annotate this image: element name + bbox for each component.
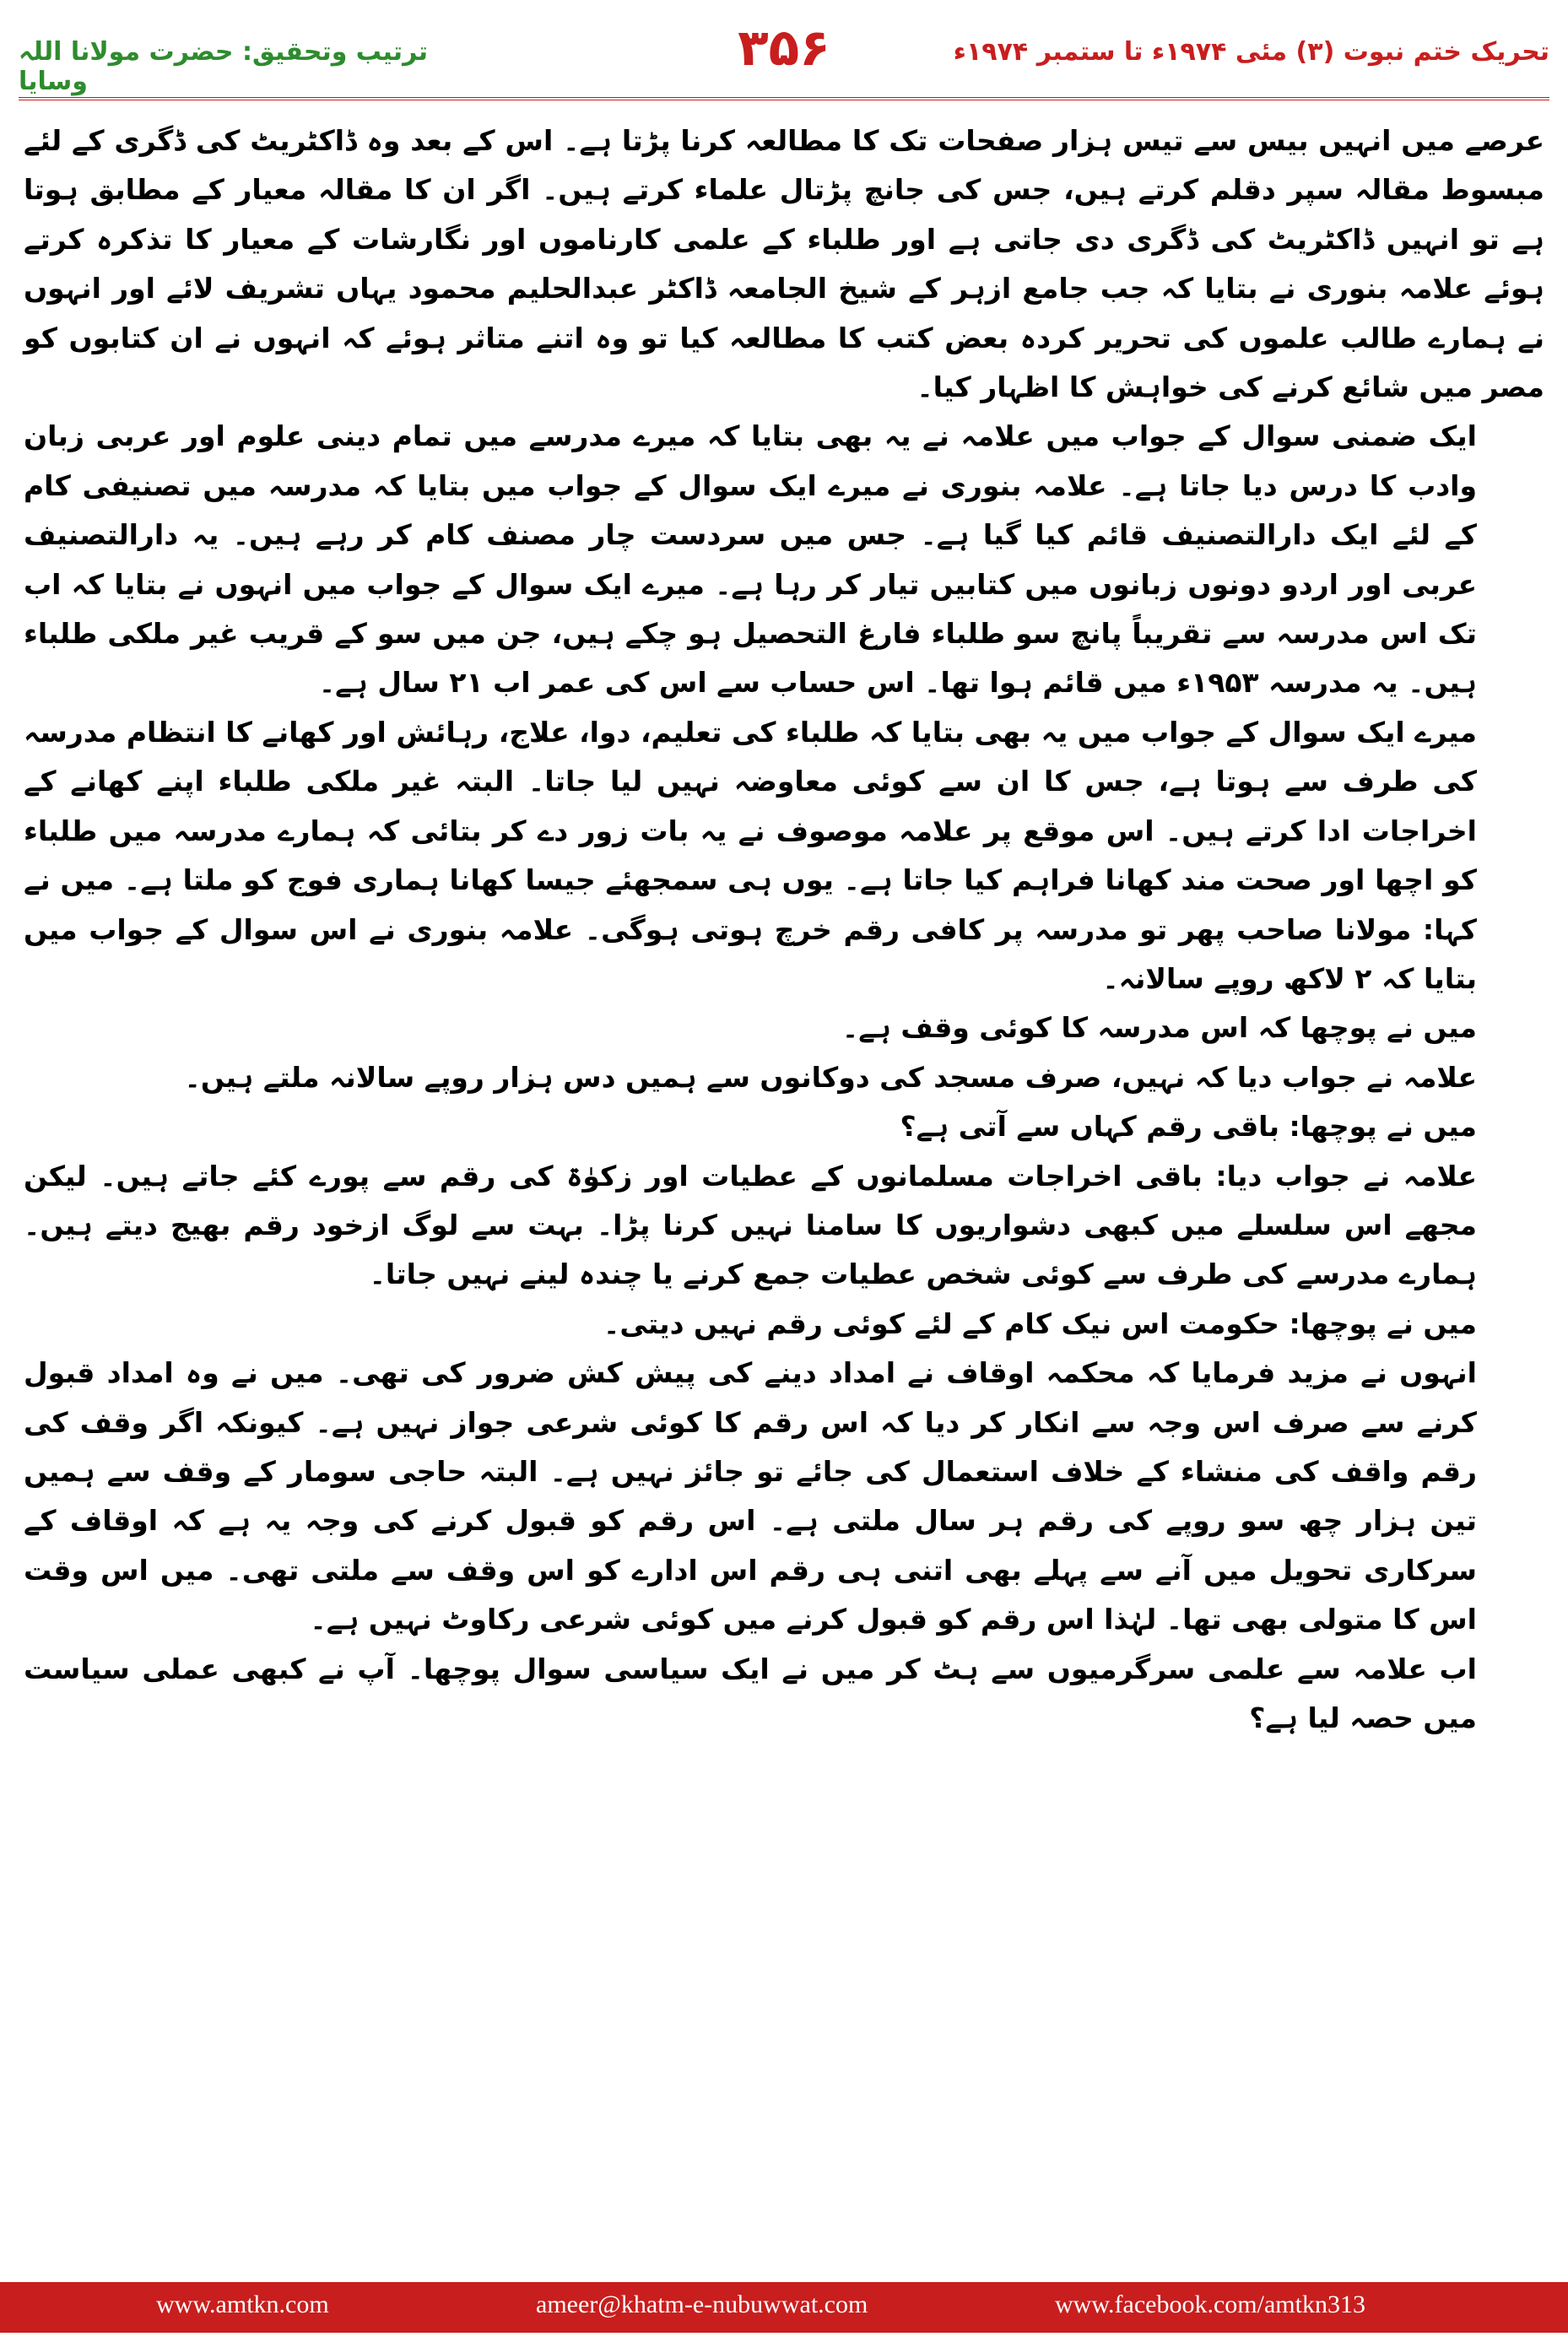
footer-email-link[interactable]: ameer@khatm-e-nubuwwat.com [536, 2291, 868, 2318]
header-compiler-credit: ترتیب وتحقیق: حضرت مولانا اللہ وسایا [19, 37, 428, 96]
header-divider [19, 97, 1549, 100]
page-body [24, 116, 1544, 2209]
paragraph-8: میں نے پوچھا: حکومت اس نیک کام کے لئے کوئی رقم نہیں دیتی۔ [603, 1306, 1477, 1340]
paragraph-10: اب علامہ سے علمی سرگرمیوں سے ہٹ کر میں نے ایک سیاسی سوال پوچھا۔ آپ نے کبھی عملی سیاست میں حصہ لیا ہے؟ [24, 1652, 1477, 1734]
paragraph-9: انہوں نے مزید فرمایا کہ محکمہ اوقاف نے امداد دینے کی پیش کش ضرور کی تھی۔ میں نے وہ امداد قبول کرنے سے صرف اس وجہ سے انکار کر دیا کہ اس رقم کا کوئی شرعی جواز نہیں ہے۔ کیونکہ اگر وقف کی رقم واقف کی منشاء کے خلاف استعمال کی جائے تو جائز نہیں ہے۔ البتہ حاجی سومار کے وقف سے ہمیں تین ہزار چھ سو روپے کی رقم ہر سال ملتی ہے۔ اس رقم کو قبول کرنے کی وجہ یہ ہے کہ اوقاف کے سرکاری تحویل میں آنے سے پہلے بھی اتنی ہی رقم اس ادارے کو اس وقف سے ملتی تھی۔ میں اس وقت اس کا متولی بھی تھا۔ لہٰذا اس رقم کو قبول کرنے میں کوئی شرعی رکاوٹ نہیں ہے۔ [24, 1356, 1477, 1636]
footer-website-link[interactable]: www.amtkn.com [156, 2291, 329, 2318]
page-footer [0, 2282, 1568, 2333]
footer-facebook-link[interactable]: www.facebook.com/amtkn313 [1055, 2291, 1365, 2318]
paragraph-2: ایک ضمنی سوال کے جواب میں علامہ نے یہ بھی بتایا کہ میرے مدرسے میں تمام دینی علوم اور عربی زبان وادب کا درس دیا جاتا ہے۔ علامہ بنوری نے میرے ایک سوال کے جواب میں بتایا کہ مدرسہ میں تصنیفی کام کے لئے ایک دارالتصنیف قائم کیا گیا ہے۔ جس میں سردست چار مصنف کام کر رہے ہیں۔ یہ دارالتصنیف عربی اور اردو دونوں زبانوں میں کتابیں تیار کر رہا ہے۔ میرے ایک سوال کے جواب میں انہوں نے بتایا کہ اب تک اس مدرسہ سے تقریباً پانچ سو طلباء فارغ التحصیل ہو چکے ہیں، جن میں سو کے قریب غیر ملکی طلباء ہیں۔ یہ مدرسہ ۱۹۵۳ء میں قائم ہوا تھا۔ اس حساب سے اس کی عمر اب ۲۱ سال ہے۔ [24, 419, 1477, 700]
paragraph-1: عرصے میں انہیں بیس سے تیس ہزار صفحات تک کا مطالعہ کرنا پڑتا ہے۔ اس کے بعد وہ ڈاکٹریٹ کی ڈگری کے لئے مبسوط مقالہ سپر دقلم کرتے ہیں، جس کی جانچ پڑتال علماء کرتے ہیں۔ اگر ان کا مقالہ معیار کے مطابق ہوتا ہے تو انہیں ڈاکٹریٹ کی ڈگری دی جاتی ہے اور طلباء کے علمی کارناموں اور نگارشات کے معیار کا تذکرہ کرتے ہوئے علامہ بنوری نے بتایا کہ جب جامع ازہر کے شیخ الجامعہ ڈاکٹر عبدالحلیم محمود یہاں تشریف لائے اور انہوں نے ہمارے طالب علموں کی تحریر کردہ بعض کتب کا مطالعہ کیا تو وہ اتنے متاثر ہوئے کہ انہوں نے ان کتابوں کو مصر میں شائع کرنے کی خواہش کا اظہار کیا۔ [24, 124, 1544, 404]
paragraph-5: علامہ نے جواب دیا کہ نہیں، صرف مسجد کی دوکانوں سے ہمیں دس ہزار روپے سالانہ ملتے ہیں۔ [184, 1060, 1477, 1094]
header-book-title: تحریک ختم نبوت (۳) مئی ۱۹۷۴ء تا ستمبر ۱۹۷۴ء [953, 37, 1549, 67]
paragraph-6: میں نے پوچھا: باقی رقم کہاں سے آتی ہے؟ [900, 1110, 1477, 1144]
paragraph-4: میں نے پوچھا کہ اس مدرسہ کا کوئی وقف ہے۔ [841, 1011, 1477, 1045]
paragraph-3: میرے ایک سوال کے جواب میں یہ بھی بتایا کہ طلباء کی تعلیم، دوا، علاج، رہائش اور کھانے کا انتظام مدرسہ کی طرف سے ہوتا ہے، جس کا ان سے کوئی معاوضہ نہیں لیا جاتا۔ البتہ غیر ملکی طلباء اپنے کھانے کے اخراجات ادا کرتے ہیں۔ اس موقع پر علامہ موصوف نے یہ بات زور دے کر بتائی کہ ہمارے مدرسہ میں طلباء کو اچھا اور صحت مند کھانا فراہم کیا جاتا ہے۔ یوں ہی سمجھئے جیسا کھانا ہماری فوج کو ملتا ہے۔ میں نے کہا: مولانا صاحب پھر تو مدرسہ پر کافی رقم خرچ ہوتی ہوگی۔ علامہ بنوری نے اس سوال کے جواب میں بتایا کہ ۲ لاکھ روپے سالانہ۔ [24, 715, 1477, 995]
page-number: ۳۵۶ [738, 19, 830, 78]
page-header [0, 0, 1568, 100]
paragraph-7: علامہ نے جواب دیا: باقی اخراجات مسلمانوں کے عطیات اور زکوٰۃ کی رقم سے پورے کئے جاتے ہیں۔ لیکن مجھے اس سلسلے میں کبھی دشواریوں کا سامنا نہیں کرنا پڑا۔ بہت سے لوگ ازخود رقم بھیج دیتے ہیں۔ ہمارے مدرسے کی طرف سے کوئی شخص عطیات جمع کرنے یا چندہ لینے نہیں جاتا۔ [24, 1159, 1477, 1291]
